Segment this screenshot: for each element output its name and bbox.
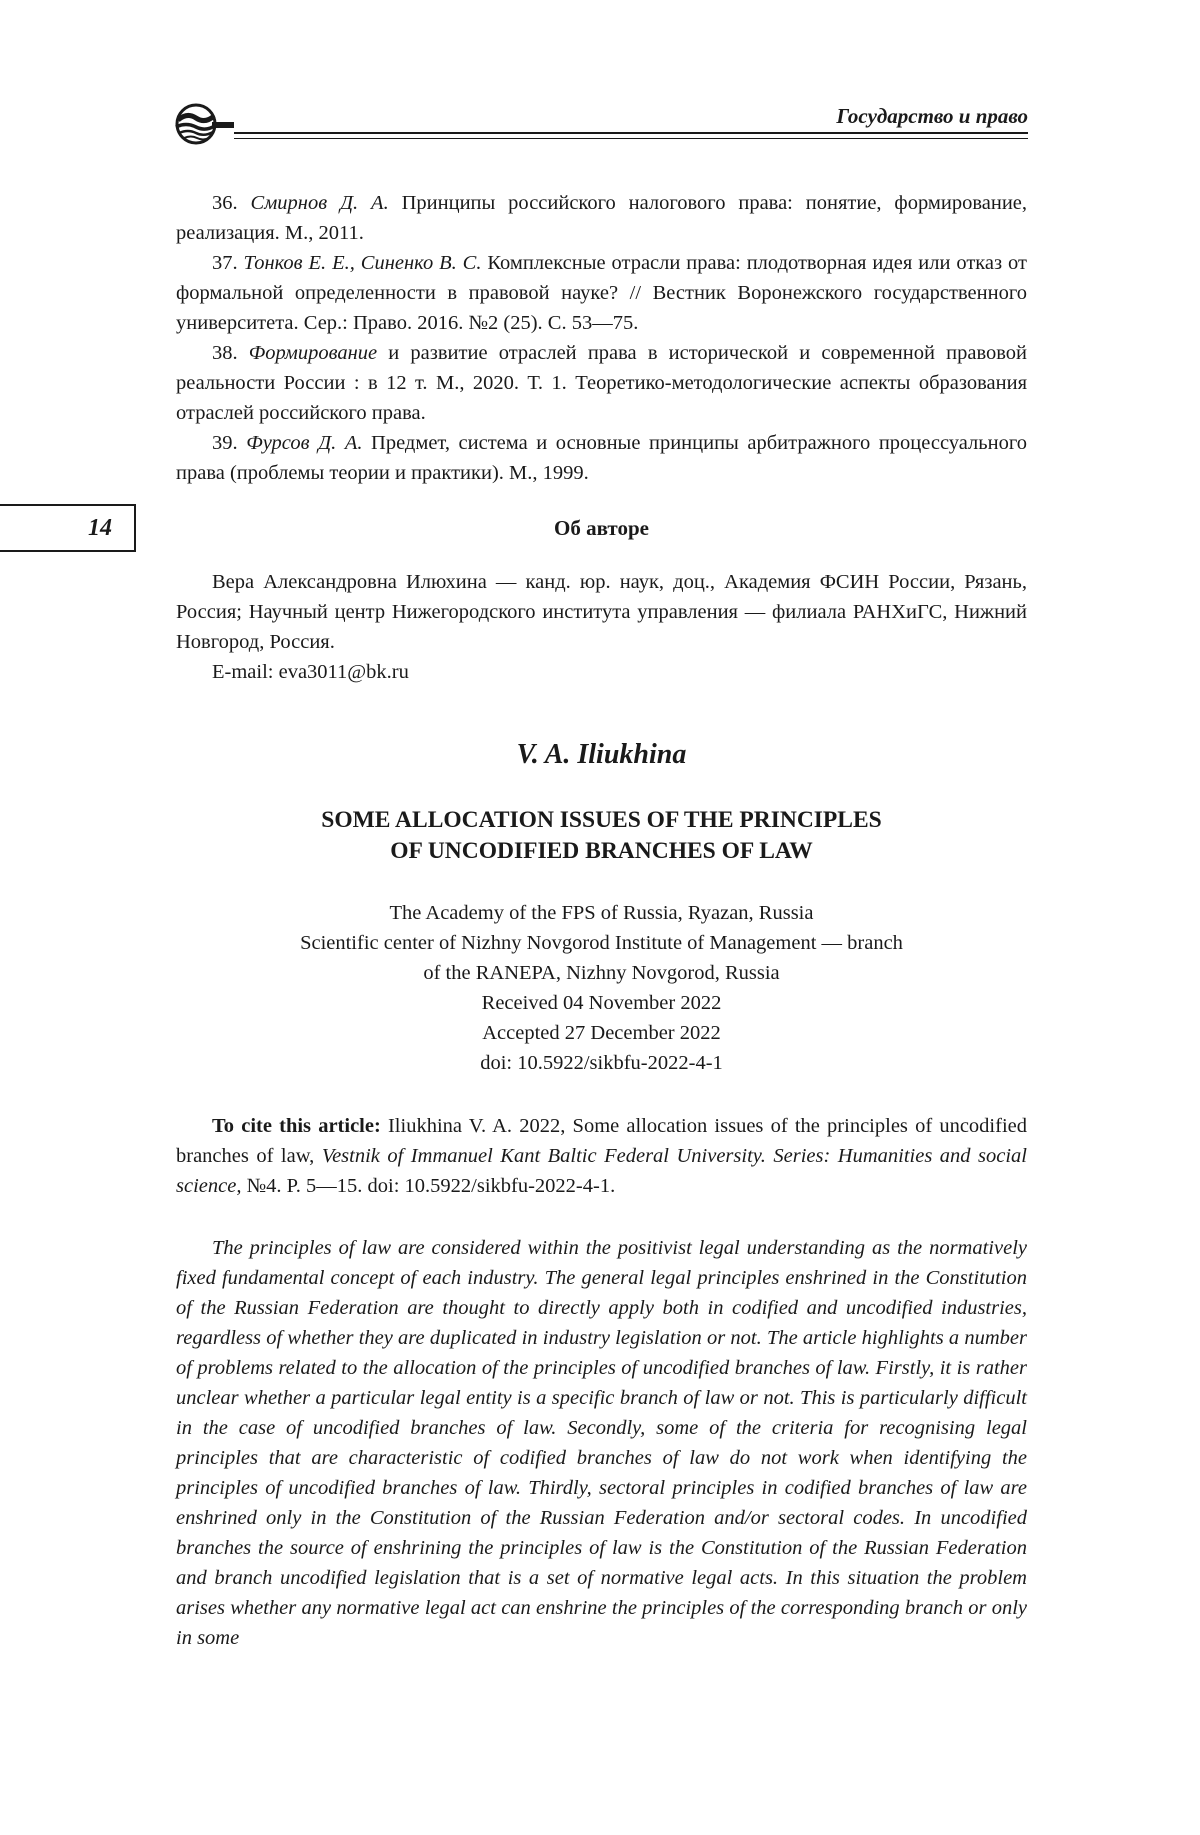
reference-author: Тонков Е. Е., Синенко В. С. — [243, 252, 482, 274]
reference-item: 39. Фурсов Д. А. Предмет, система и основные принципы арбитражного процессуального права (проблемы теории и практики). М., 1999. — [176, 432, 1028, 484]
accepted-date: Accepted 27 December 2022 — [482, 1022, 721, 1044]
page-number-tab — [0, 504, 136, 552]
cite-label: To cite this article: — [212, 1115, 381, 1137]
affiliation-line: The Academy of the FPS of Russia, Ryazan, Russia — [389, 902, 814, 924]
reference-item: 36. Смирнов Д. А. Принципы российского налогового права: понятие, формирование, реализация. М., 2011. — [176, 192, 1028, 244]
header-rule-thin — [234, 138, 1028, 139]
about-author-text: Вера Александровна Илюхина — канд. юр. наук, доц., Академия ФСИН России, Рязань, Россия; Научный центр Нижегородского института управления — филиала РАНХиГС, Нижний Новгород, Россия. — [176, 571, 1027, 653]
received-date: Received 04 November 2022 — [481, 992, 722, 1014]
article-title: SOME ALLOCATION ISSUES OF THE PRINCIPLES OF UNCODIFIED BRANCHES OF LAW — [321, 807, 882, 864]
journal-section-title: Государство и право — [836, 104, 1028, 128]
about-author — [176, 567, 1027, 687]
citation: To cite this article: Iliukhina V. A. 2022, Some allocation issues of the principles of uncodified branches of law, Vestnik of Immanuel Kant Baltic Federal University. Series: Humanities and social science, №4. P. 5—15. doi: 10.5922/sikbfu-2022-4-1. — [176, 1115, 1028, 1197]
abstract — [176, 1233, 1027, 1653]
article-author: V. A. Iliukhina — [516, 739, 687, 770]
about-author-heading: Об авторе — [554, 516, 649, 540]
affiliation-line: of the RANEPA, Nizhny Novgorod, Russia — [423, 962, 780, 984]
running-header — [172, 96, 1028, 146]
affiliation-line: Scientific center of Nizhny Novgorod Institute of Management — branch — [300, 932, 903, 954]
header-rule-thick — [234, 132, 1028, 134]
abstract-text: The principles of law are considered within the positivist legal understanding as the normatively fixed fundamental concept of each industry. The general legal principles enshrined in the Constitution of the Russian Federation are thought to directly apply both in codified and uncodified industries, regardless of whether they are duplicated in industry legislation or not. The article highlights a number of problems related to the allocation of the principles of uncodified branches of law. Firstly, it is rather unclear whether a particular legal entity is a specific branch of law or not. This is particularly difficult in the case of uncodified branches of law. Secondly, some of the criteria for recognising legal principles that are characteristic of codified branches of law do not work when identifying the principles of uncodified branches of law. Thirdly, sectoral principles in codified branches of law are enshrined only in the Constitution of the Russian Federation and/or sectoral codes. In uncodified branches the source of enshrining the principles of law is the Constitution of the Russian Federation and branch uncodified legislation that is a set of normative legal acts. In this situation the problem arises whether any normative legal act can enshrine the principles of the corresponding branch or only in some — [176, 1237, 1027, 1649]
reference-item: 38. Формирование и развитие отраслей права в исторической и современной правовой реальности России : в 12 т. М., 2020. Т. 1. Теоретико-методологические аспекты образования отраслей российского права. — [176, 342, 1027, 424]
cite-journal: Vestnik of Immanuel Kant Baltic Federal University. Series: Humanities and social science, — [176, 1145, 1028, 1197]
reference-author: Фурсов Д. А. — [246, 432, 363, 454]
reference-author: Смирнов Д. А. — [250, 192, 389, 214]
doi: doi: 10.5922/sikbfu-2022-4-1 — [480, 1052, 723, 1074]
page-number: 14 — [88, 515, 112, 541]
article-affiliation — [176, 898, 1027, 1078]
author-email: E-mail: eva3011@bk.ru — [212, 661, 409, 683]
reference-author: Формирование — [248, 342, 378, 364]
reference-list — [176, 188, 1027, 488]
journal-logo-icon — [172, 100, 234, 148]
reference-item: 37. Тонков Е. Е., Синенко В. С. Комплексные отрасли права: плодотворная идея или отказ от формальной определенности в правовой науке? // Вестник Воронежского государственного университета. Сер.: Право. 2016. №2 (25). С. 53—75. — [176, 252, 1027, 334]
